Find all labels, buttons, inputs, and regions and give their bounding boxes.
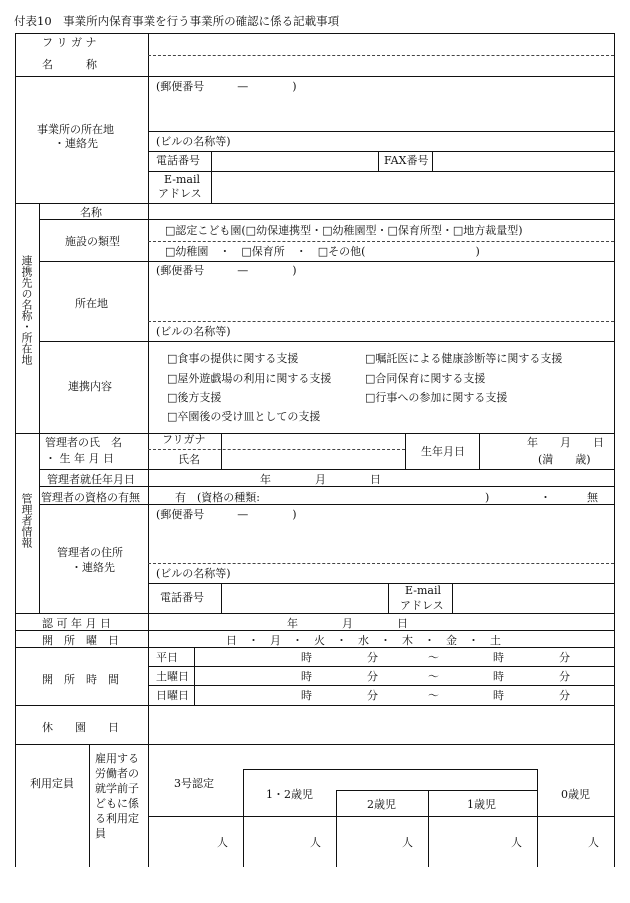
office-location-label: 事業所の所在地 <box>37 123 114 136</box>
hours-sunday-start-minute: 分 <box>367 689 378 702</box>
manager-birth-label: ・ 生 年 月 日 <box>45 452 114 465</box>
h-line <box>148 131 615 132</box>
manager-qualification-value: 有 (資格の種類: <box>175 491 260 504</box>
facility-type-options-2: □幼稚園 ・ □保育所 ・ □その他( ) <box>165 245 480 258</box>
h-line <box>39 219 615 220</box>
h-line <box>39 261 615 262</box>
capacity-person-unit-0: 人 <box>217 836 228 849</box>
partner-location-label: 所在地 <box>75 297 108 310</box>
approval-date-ymd: 年 月 日 <box>287 617 408 630</box>
office-phone-input[interactable] <box>212 152 378 171</box>
cert3-label: 3号認定 <box>174 777 214 790</box>
employee-kids-capacity-label-2: 就学前子 <box>95 782 139 795</box>
employee-kids-capacity-label-1: 労働者の <box>95 767 139 780</box>
age12-label: 1・2歳児 <box>266 788 313 801</box>
hours-weekday-input[interactable] <box>195 648 614 666</box>
partner-building-label: (ビルの名称等) <box>156 325 231 338</box>
hours-saturday-start-hour: 時 <box>301 670 312 683</box>
capacity-count-input-0[interactable] <box>149 817 242 866</box>
office-address-input[interactable] <box>149 93 614 131</box>
manager-phone-input[interactable] <box>222 584 388 613</box>
manager-contact-label: ・連絡先 <box>71 561 115 574</box>
manager-qualification-input[interactable] <box>149 487 614 504</box>
office-fax-input[interactable] <box>433 152 614 171</box>
building-label: (ビルの名称等) <box>156 135 231 148</box>
form-left-border <box>15 33 16 867</box>
manager-name-input[interactable] <box>222 434 405 469</box>
hours-weekday-end-hour: 時 <box>493 651 504 664</box>
manager-address-label: 管理者の住所 <box>57 546 123 559</box>
manager-address-input[interactable] <box>149 521 614 563</box>
partner-postal-label: (郵便番号 — ) <box>156 264 297 277</box>
open-hours-label: 開 所 時 間 <box>42 673 119 686</box>
office-email-input[interactable] <box>212 172 614 203</box>
manager-email-input[interactable] <box>453 584 614 613</box>
manager-section-divider <box>39 433 40 614</box>
employee-kids-capacity-label-3: どもに係 <box>95 797 139 810</box>
manager-qualification-close: ) <box>485 491 490 504</box>
manager-name-label: 管理者の氏 名 <box>45 436 122 449</box>
hours-sunday-end-hour: 時 <box>493 689 504 702</box>
support-joint-care: □合同保育に関する支援 <box>365 372 486 385</box>
capacity-count-input-1[interactable] <box>244 817 335 866</box>
support-events: □行事への参加に関する支援 <box>365 391 508 404</box>
name-label: 名 称 <box>42 58 97 71</box>
office-contact-label: ・連絡先 <box>54 137 98 150</box>
hours-sunday-end-minute: 分 <box>559 689 570 702</box>
furigana-input[interactable] <box>149 34 614 55</box>
closed-days-label: 休 園 日 <box>42 721 119 734</box>
v-line <box>89 744 90 867</box>
manager-name-sub-label: 氏名 <box>178 453 200 466</box>
hours-saturday-end-hour: 時 <box>493 670 504 683</box>
email-label-line1: E-mail <box>164 173 200 186</box>
manager-qualification-separator: ・ <box>540 491 551 504</box>
hours-sunday-input[interactable] <box>195 686 614 704</box>
h-line <box>243 769 538 770</box>
email-label-line2: アドレス <box>158 187 202 200</box>
hours-saturday-input[interactable] <box>195 667 614 685</box>
partner-section-divider <box>39 203 40 434</box>
form-caption: 付表10 事業所内保育事業を行う事業所の確認に係る記載事項 <box>14 14 340 28</box>
hours-saturday-label: 土曜日 <box>156 670 189 683</box>
v-line <box>405 433 406 470</box>
phone-label: 電話番号 <box>156 154 200 167</box>
postal-label: (郵便番号 — ) <box>156 80 297 93</box>
v-line <box>378 151 379 172</box>
support-after-graduation: □卒園後の受け皿としての支援 <box>167 410 321 423</box>
hours-sunday-label: 日曜日 <box>156 689 189 702</box>
open-days-values: 日 ・ 月 ・ 火 ・ 水 ・ 木 ・ 金 ・ 土 <box>226 634 501 647</box>
employee-kids-capacity-label-4: る利用定 <box>95 812 139 825</box>
manager-birthdate-input[interactable] <box>480 434 614 469</box>
manager-furigana-label: フリガナ <box>162 433 206 446</box>
manager-start-input[interactable] <box>149 470 614 486</box>
open-days-input[interactable] <box>149 631 614 647</box>
hours-saturday-start-minute: 分 <box>367 670 378 683</box>
manager-qualification-label: 管理者の資格の有無 <box>41 491 140 504</box>
hours-weekday-start-minute: 分 <box>367 651 378 664</box>
support-outdoor: □屋外遊戯場の利用に関する支援 <box>167 372 332 385</box>
approval-date-label: 認 可 年 月 日 <box>42 617 111 630</box>
hours-weekday-start-hour: 時 <box>301 651 312 664</box>
form-right-border <box>614 33 615 867</box>
hours-saturday-end-minute: 分 <box>559 670 570 683</box>
manager-qualification-none: 無 <box>587 491 598 504</box>
employee-kids-capacity-label-0: 雇用する <box>95 752 139 765</box>
h-line <box>15 76 615 77</box>
support-backup: □後方支援 <box>167 391 222 404</box>
manager-building-label: (ビルの名称等) <box>156 567 231 580</box>
h-line <box>15 744 615 745</box>
capacity-label: 利用定員 <box>30 777 74 790</box>
age0-label: 0歳児 <box>561 788 590 801</box>
capacity-person-unit-3: 人 <box>511 836 522 849</box>
h-line <box>39 341 615 342</box>
hours-saturday-range: 〜 <box>428 670 439 683</box>
capacity-count-input-4[interactable] <box>538 817 613 866</box>
manager-age: (満 歳) <box>538 453 591 466</box>
capacity-person-unit-4: 人 <box>588 836 599 849</box>
open-days-label: 開 所 曜 日 <box>42 634 119 647</box>
hours-sunday-start-hour: 時 <box>301 689 312 702</box>
manager-phone-label: 電話番号 <box>160 591 204 604</box>
hours-weekday-end-minute: 分 <box>559 651 570 664</box>
manager-birthdate-ymd: 年 月 日 <box>527 436 604 449</box>
furigana-label: フ リ ガ ナ <box>42 36 97 49</box>
collab-content-label: 連携内容 <box>68 380 112 393</box>
capacity-count-input-2[interactable] <box>337 817 427 866</box>
manager-start-ymd: 年 月 日 <box>260 473 381 486</box>
closed-days-input[interactable] <box>149 706 614 744</box>
v-line <box>388 583 389 614</box>
partner-name-input[interactable] <box>149 204 614 219</box>
hours-weekday-range: 〜 <box>428 651 439 664</box>
facility-type-label: 施設の類型 <box>65 235 120 248</box>
h-line <box>39 504 615 505</box>
manager-section-title: 管理者情報 <box>20 493 33 548</box>
hours-weekday-label: 平日 <box>156 651 178 664</box>
name-input[interactable] <box>149 56 614 76</box>
hours-sunday-range: 〜 <box>428 689 439 702</box>
age2-label: 2歳児 <box>367 798 396 811</box>
manager-start-label: 管理者就任年月日 <box>47 473 135 486</box>
dashed-divider <box>148 321 614 322</box>
registration-form <box>15 33 614 866</box>
capacity-person-unit-1: 人 <box>310 836 321 849</box>
age1-label: 1歳児 <box>467 798 496 811</box>
capacity-count-input-3[interactable] <box>429 817 536 866</box>
support-meal: □食事の提供に関する支援 <box>167 352 299 365</box>
dashed-divider <box>148 563 614 564</box>
facility-type-options-1: □認定こども園(□幼保連携型・□幼稚園型・□保育所型・□地方裁量型) <box>165 224 523 237</box>
fax-label: FAX番号 <box>384 154 429 167</box>
manager-postal-label: (郵便番号 — ) <box>156 508 297 521</box>
dashed-divider <box>148 241 614 242</box>
support-health-check: □嘱託医による健康診断等に関する支援 <box>365 352 563 365</box>
h-line <box>336 790 538 791</box>
partner-section-title: 連携先の名称・所在地 <box>20 255 33 365</box>
employee-kids-capacity-label-5: 員 <box>95 827 106 840</box>
partner-name-label: 名称 <box>80 206 102 219</box>
manager-email-label-line2: アドレス <box>400 599 444 612</box>
approval-date-input[interactable] <box>149 614 614 630</box>
manager-email-label-line1: E-mail <box>405 584 441 597</box>
manager-birthdate-label: 生年月日 <box>421 445 465 458</box>
capacity-person-unit-2: 人 <box>402 836 413 849</box>
partner-address-input[interactable] <box>149 277 614 321</box>
